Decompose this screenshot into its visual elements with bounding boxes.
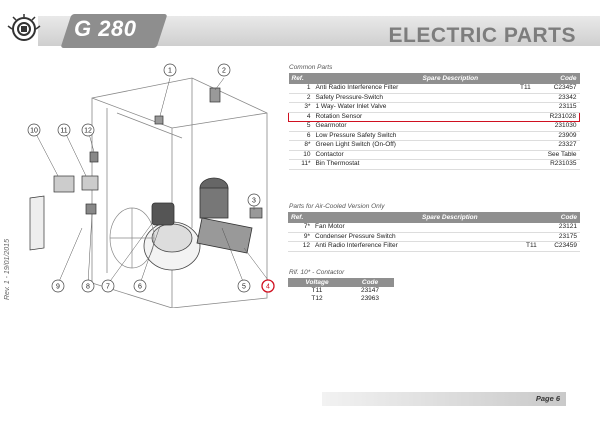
col-description: Spare Description xyxy=(312,212,523,223)
description-cell: Anti Radio Interference Filter xyxy=(312,242,523,252)
note-cell xyxy=(523,232,544,242)
ref-cell: 7* xyxy=(288,223,312,232)
callout-10 xyxy=(28,124,40,136)
ref-cell: 6 xyxy=(289,131,313,141)
svg-text:8: 8 xyxy=(86,283,90,291)
description-cell: Rotation Sensor xyxy=(313,112,518,122)
description-cell: Bin Thermostat xyxy=(313,160,518,170)
code-cell: R231035 xyxy=(537,160,579,170)
description-cell: Safety Pressure-Switch xyxy=(313,93,518,103)
section-title: ELECTRIC PARTS xyxy=(388,24,576,47)
ref-cell: 3* xyxy=(289,103,313,113)
svg-text:12: 12 xyxy=(84,127,92,135)
ref-cell: 10 xyxy=(289,150,313,160)
table-row xyxy=(289,112,580,122)
model-title: G 280 xyxy=(74,16,137,41)
code-cell: 23909 xyxy=(537,131,579,141)
col-code: Code xyxy=(346,278,394,287)
note-cell: T11 xyxy=(523,242,544,252)
footer-bar xyxy=(322,392,566,406)
common-parts-caption: Common Parts xyxy=(289,64,333,71)
description-cell: 1 Way- Water Inlet Valve xyxy=(313,103,518,113)
table-row xyxy=(288,232,580,242)
voltage-cell: T11 xyxy=(311,287,323,294)
code-cell: 23963 xyxy=(360,295,380,302)
ref-cell: 11* xyxy=(289,160,313,170)
callout-5 xyxy=(238,280,250,292)
note-cell xyxy=(517,141,537,151)
note-cell xyxy=(523,223,544,232)
ice-machine-logo-icon xyxy=(6,14,42,44)
code-cell: 23175 xyxy=(544,232,580,242)
note-cell xyxy=(517,112,537,122)
description-cell: Green Light Switch (On-Off) xyxy=(313,141,518,151)
note-cell: T11 xyxy=(517,84,537,93)
note-cell xyxy=(517,93,537,103)
ref-cell: 8* xyxy=(289,141,313,151)
description-cell: Contactor xyxy=(313,150,518,160)
ref-cell: 9* xyxy=(288,232,312,242)
col-note xyxy=(517,73,537,84)
description-cell: Gearmotor xyxy=(313,122,518,132)
air-cooled-parts-table xyxy=(288,212,580,252)
note-cell xyxy=(517,122,537,132)
col-code: Code xyxy=(537,73,579,84)
table-header-row xyxy=(288,278,394,287)
ref-cell: 2 xyxy=(289,93,313,103)
code-cell: See Table xyxy=(537,150,579,160)
callout-4 xyxy=(262,280,274,292)
table-row xyxy=(289,131,580,141)
code-cell: 231030 xyxy=(537,122,579,132)
ref-cell: 1 xyxy=(289,84,313,93)
callout-9 xyxy=(52,280,64,292)
col-voltage: Voltage xyxy=(288,278,346,287)
col-code: Code xyxy=(544,212,580,223)
contactor-caption: Rif. 10* - Contactor xyxy=(289,269,345,276)
code-cell: C23457 xyxy=(537,84,579,93)
ref-cell: 4 xyxy=(289,112,313,122)
note-cell xyxy=(517,103,537,113)
revision-label: Rev. 1 - 19/01/2015 xyxy=(4,239,11,300)
callout-11 xyxy=(58,124,70,136)
col-ref: Ref. xyxy=(289,73,313,84)
exploded-parts-diagram xyxy=(22,58,282,308)
table-row xyxy=(288,242,580,252)
table-row xyxy=(289,103,580,113)
code-cell: 23115 xyxy=(537,103,579,113)
svg-text:2: 2 xyxy=(222,67,226,75)
description-cell: Low Pressure Safety Switch xyxy=(313,131,518,141)
table-header-row xyxy=(289,73,580,84)
code-cell: 23327 xyxy=(537,141,579,151)
callout-8 xyxy=(82,280,94,292)
table-row xyxy=(289,141,580,151)
description-cell: Fan Motor xyxy=(312,223,523,232)
svg-text:11: 11 xyxy=(60,127,68,135)
ref-cell: 5 xyxy=(289,122,313,132)
svg-text:10: 10 xyxy=(30,127,38,135)
callout-3 xyxy=(248,194,260,206)
ref-cell: 12 xyxy=(288,242,312,252)
svg-text:6: 6 xyxy=(138,283,142,291)
code-cell: C23459 xyxy=(544,242,580,252)
svg-text:1: 1 xyxy=(168,67,172,75)
contactor-table xyxy=(288,278,394,303)
common-parts-table xyxy=(288,73,580,170)
header-banner xyxy=(0,0,600,50)
table-row xyxy=(289,93,580,103)
callout-2 xyxy=(218,64,230,76)
col-ref: Ref. xyxy=(288,212,312,223)
description-cell: Condenser Pressure Switch xyxy=(312,232,523,242)
svg-text:5: 5 xyxy=(242,283,246,291)
table-row xyxy=(288,287,394,295)
table-row xyxy=(289,150,580,160)
table-row xyxy=(289,160,580,170)
svg-text:3: 3 xyxy=(252,197,256,205)
voltage-cell: T12 xyxy=(311,295,323,302)
col-note xyxy=(523,212,544,223)
callout-6 xyxy=(134,280,146,292)
code-cell: R231028 xyxy=(537,112,579,122)
code-cell: 23147 xyxy=(360,287,380,294)
col-description: Spare Description xyxy=(313,73,518,84)
callout-7 xyxy=(102,280,114,292)
table-row xyxy=(289,84,580,93)
description-cell: Anti Radio Interference Filter xyxy=(313,84,518,93)
code-cell: 23121 xyxy=(544,223,580,232)
table-header-row xyxy=(288,212,580,223)
table-row xyxy=(288,223,580,232)
callout-1 xyxy=(164,64,176,76)
table-row xyxy=(289,122,580,132)
svg-text:9: 9 xyxy=(56,283,60,291)
note-cell xyxy=(517,131,537,141)
note-cell xyxy=(517,150,537,160)
page-number: Page 6 xyxy=(535,394,560,403)
svg-text:7: 7 xyxy=(106,283,110,291)
table-row xyxy=(288,295,394,303)
note-cell xyxy=(517,160,537,170)
air-cooled-caption: Parts for Air-Cooled Version Only xyxy=(289,203,385,210)
code-cell: 23342 xyxy=(537,93,579,103)
svg-text:4: 4 xyxy=(266,283,270,291)
callout-12 xyxy=(82,124,94,136)
